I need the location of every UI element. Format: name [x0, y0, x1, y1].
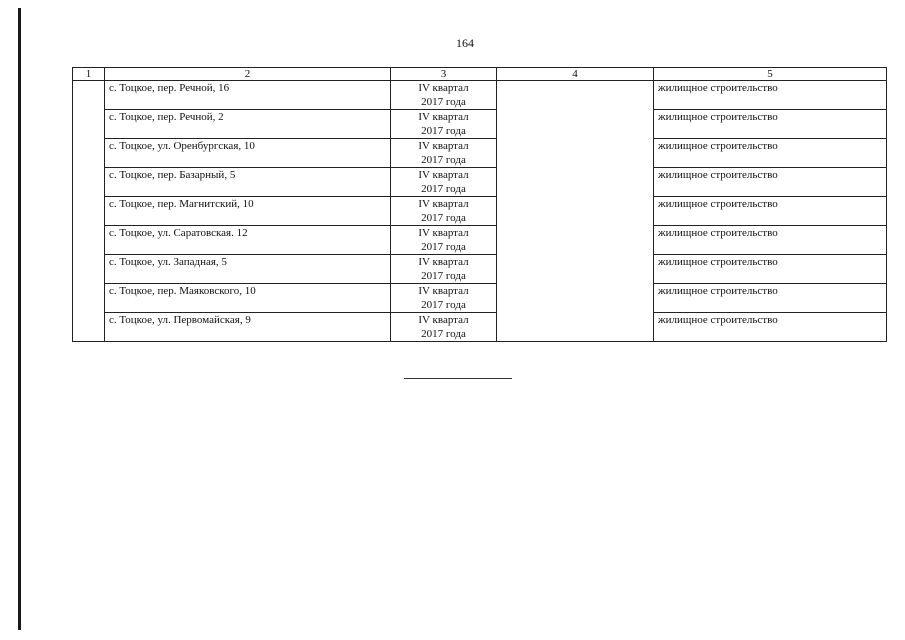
column-header-3: 3	[391, 68, 497, 81]
term-quarter: IV квартал	[418, 285, 469, 297]
table-row	[73, 81, 887, 110]
page-margin-line	[18, 8, 21, 630]
column-header-4: 4	[497, 68, 654, 81]
term-quarter: IV квартал	[418, 256, 469, 268]
term-cell	[391, 110, 497, 139]
purpose-cell: жилищное строительство	[654, 284, 887, 313]
land-plots-table	[72, 67, 887, 342]
table-row	[73, 313, 887, 342]
address-cell: с. Тоцкое, пер. Базарный, 5	[105, 168, 391, 197]
address-cell: с. Тоцкое, пер. Маяковского, 10	[105, 284, 391, 313]
address-cell: с. Тоцкое, ул. Первомайская, 9	[105, 313, 391, 342]
term-cell	[391, 226, 497, 255]
address-cell: с. Тоцкое, пер. Речной, 16	[105, 81, 391, 110]
term-cell	[391, 81, 497, 110]
purpose-cell: жилищное строительство	[654, 168, 887, 197]
term-year: 2017 года	[421, 241, 466, 253]
term-cell	[391, 197, 497, 226]
table-row	[73, 226, 887, 255]
column-header-5: 5	[654, 68, 887, 81]
purpose-cell: жилищное строительство	[654, 139, 887, 168]
address-cell: с. Тоцкое, пер. Речной, 2	[105, 110, 391, 139]
term-quarter: IV квартал	[418, 198, 469, 210]
table-row	[73, 197, 887, 226]
table-row	[73, 139, 887, 168]
page-number: 164	[456, 36, 474, 50]
purpose-cell: жилищное строительство	[654, 226, 887, 255]
purpose-cell: жилищное строительство	[654, 197, 887, 226]
term-cell	[391, 168, 497, 197]
address-cell: с. Тоцкое, пер. Магнитский, 10	[105, 197, 391, 226]
term-year: 2017 года	[421, 125, 466, 137]
term-cell	[391, 313, 497, 342]
term-quarter: IV квартал	[418, 140, 469, 152]
address-cell: с. Тоцкое, ул. Оренбургская, 10	[105, 139, 391, 168]
term-cell	[391, 284, 497, 313]
term-quarter: IV квартал	[418, 111, 469, 123]
term-year: 2017 года	[421, 154, 466, 166]
term-year: 2017 года	[421, 328, 466, 340]
purpose-cell: жилищное строительство	[654, 110, 887, 139]
table-row	[73, 110, 887, 139]
purpose-cell: жилищное строительство	[654, 313, 887, 342]
term-quarter: IV квартал	[418, 169, 469, 181]
table-row	[73, 168, 887, 197]
term-quarter: IV квартал	[418, 314, 469, 326]
term-quarter: IV квартал	[418, 227, 469, 239]
purpose-cell: жилищное строительство	[654, 255, 887, 284]
term-year: 2017 года	[421, 270, 466, 282]
table-header-row	[73, 68, 887, 81]
address-cell: с. Тоцкое, ул. Западная, 5	[105, 255, 391, 284]
term-quarter: IV квартал	[418, 82, 469, 94]
term-cell	[391, 139, 497, 168]
purpose-cell: жилищное строительство	[654, 81, 887, 110]
term-year: 2017 года	[421, 212, 466, 224]
column-header-2: 2	[105, 68, 391, 81]
table-row	[73, 284, 887, 313]
column-header-1: 1	[73, 68, 105, 81]
number-cell-merged	[73, 81, 105, 342]
term-year: 2017 года	[421, 299, 466, 311]
term-year: 2017 года	[421, 96, 466, 108]
table-row	[73, 255, 887, 284]
term-cell	[391, 255, 497, 284]
column-4-cell-merged	[497, 81, 654, 342]
end-of-table-rule	[404, 378, 512, 379]
address-cell: с. Тоцкое, ул. Саратовская. 12	[105, 226, 391, 255]
term-year: 2017 года	[421, 183, 466, 195]
